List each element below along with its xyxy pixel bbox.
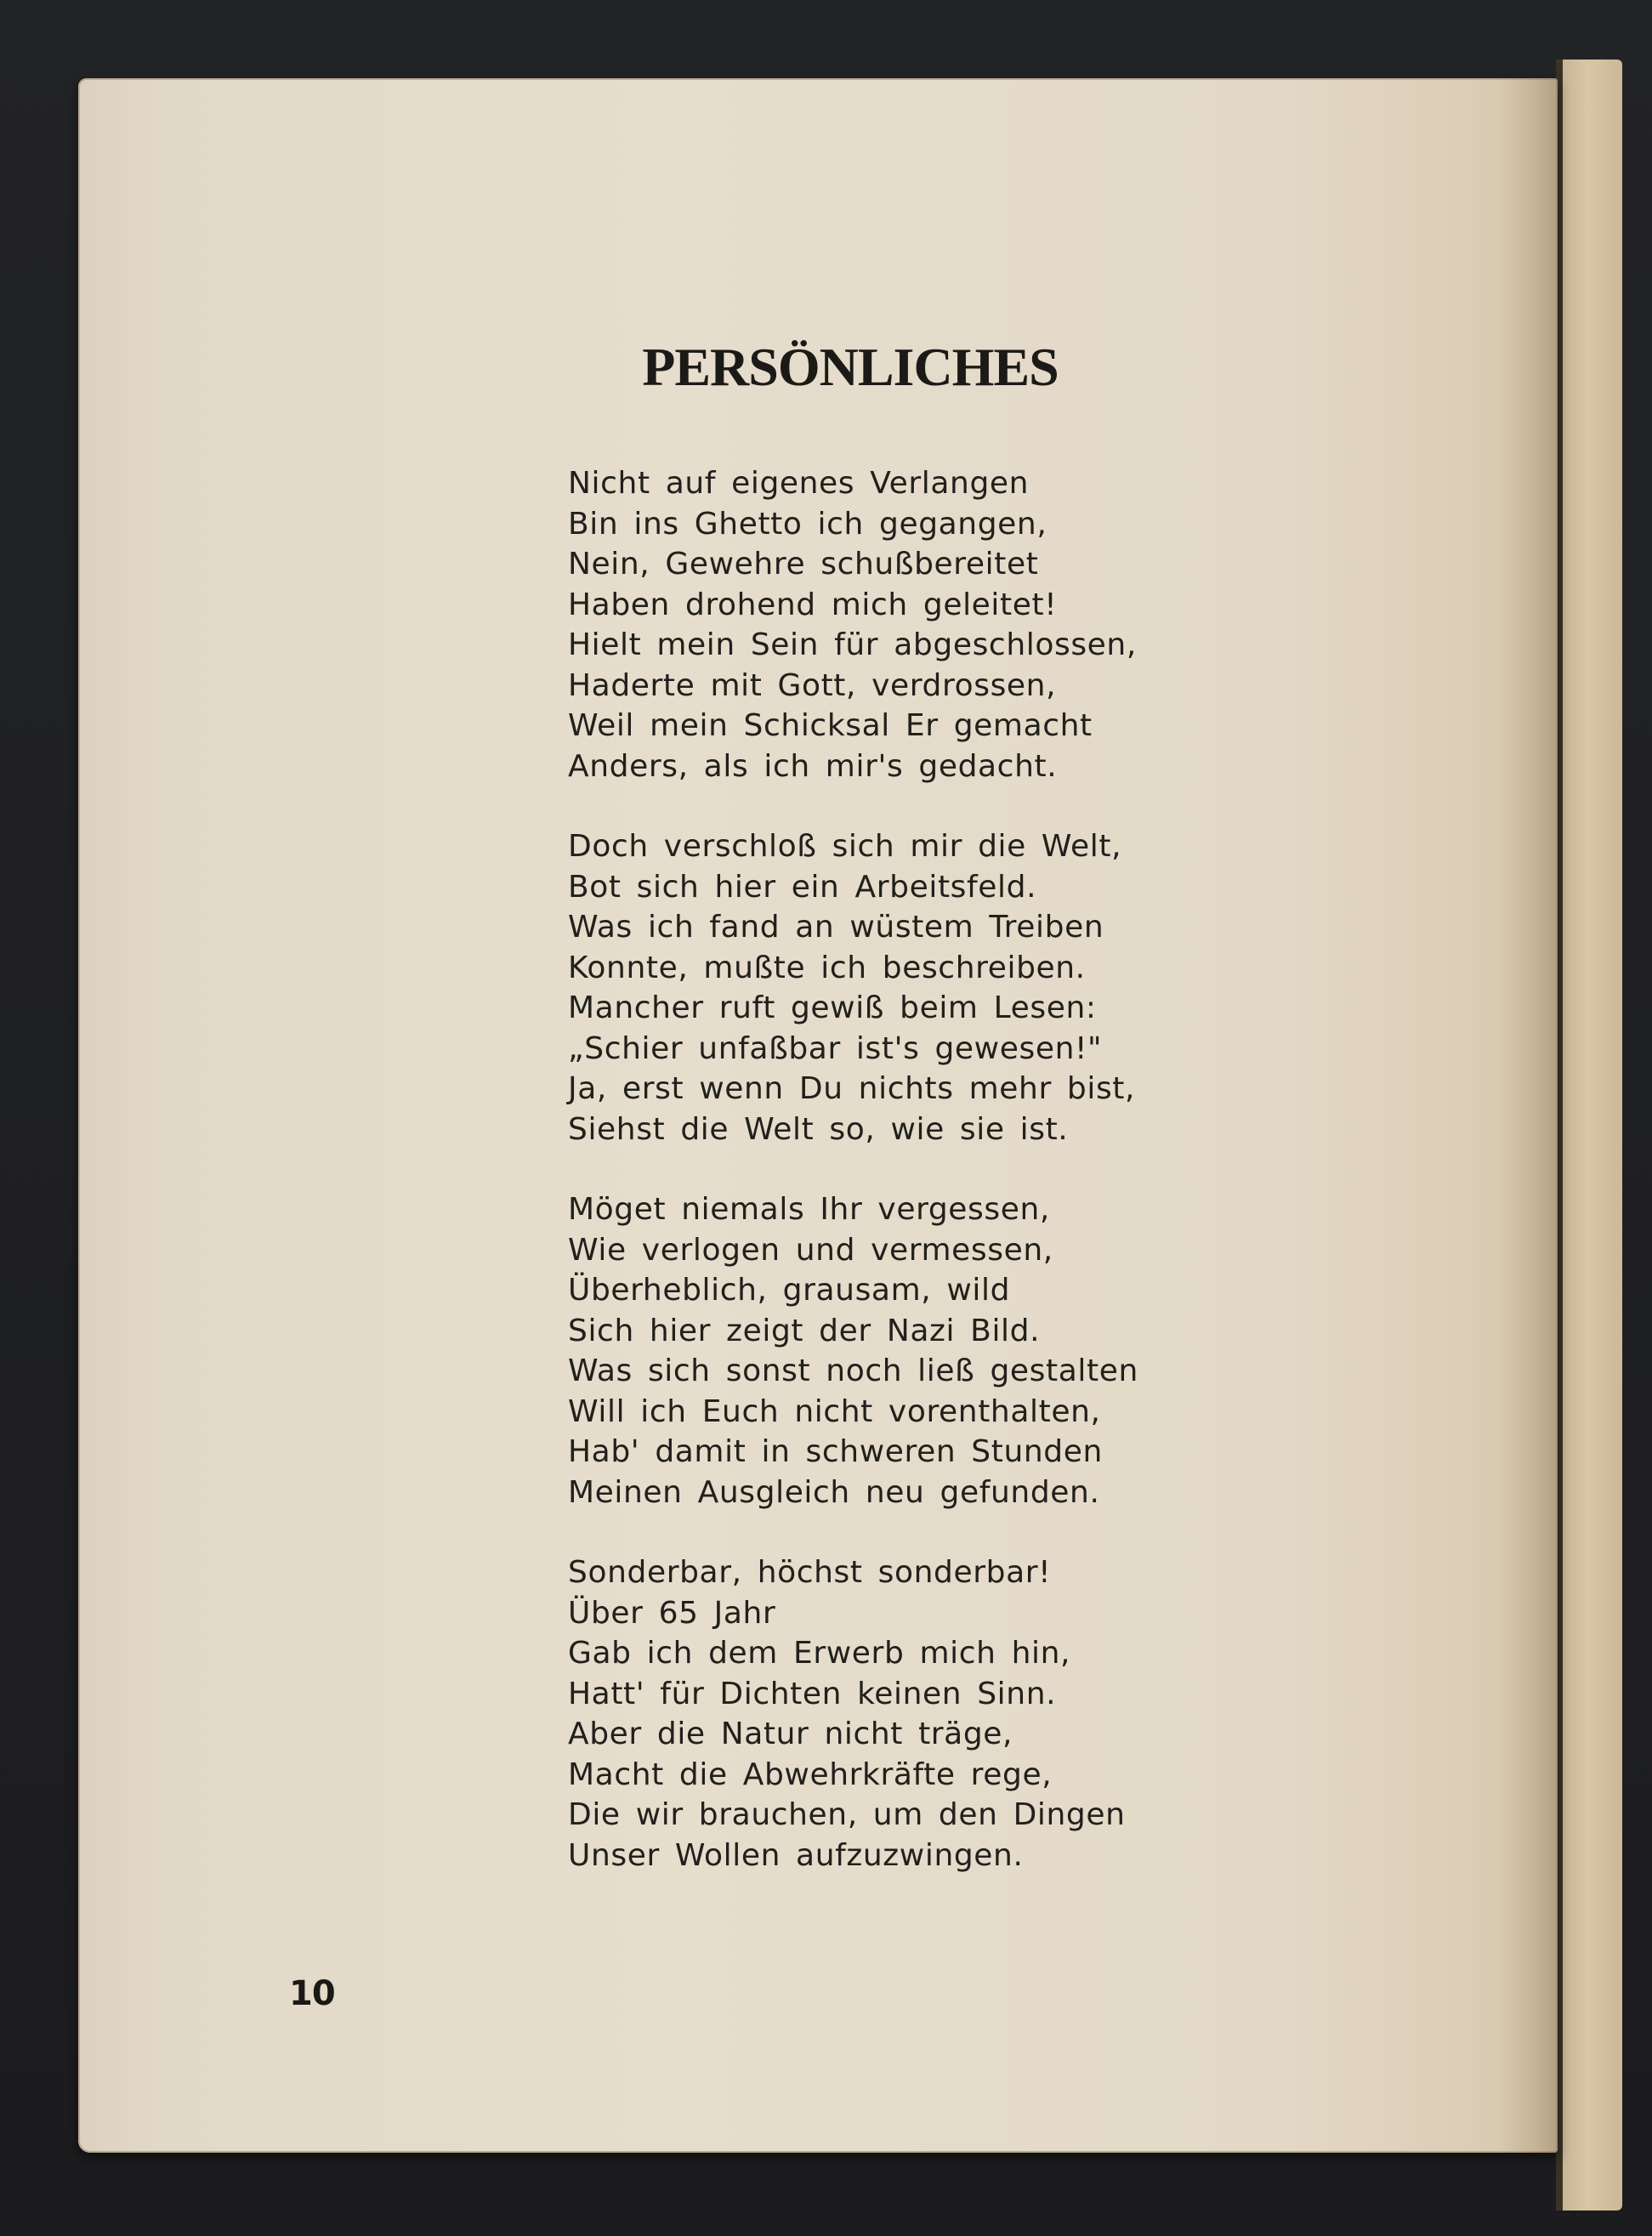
- poem-line: Ja, erst wenn Du nichts mehr bist,: [568, 1071, 1136, 1106]
- poem-body: [568, 463, 1214, 1915]
- poem-line: Will ich Euch nicht vorenthalten,: [568, 1393, 1101, 1429]
- stanza-3: [568, 1189, 1214, 1512]
- poem-line: Meinen Ausgleich neu gefunden.: [568, 1474, 1100, 1510]
- poem-line: Macht die Abwehrkräfte rege,: [568, 1756, 1053, 1792]
- poem-line: Anders, als ich mir's gedacht.: [568, 748, 1058, 784]
- poem-line: „Schier unfaßbar ist's gewesen!": [568, 1030, 1103, 1066]
- poem-line: Überheblich, grausam, wild: [568, 1273, 1011, 1308]
- page-number: 10: [289, 1974, 335, 2013]
- poem-line: Bot sich hier ein Arbeitsfeld.: [568, 869, 1037, 905]
- poem-line: Was sich sonst noch ließ gestalten: [568, 1354, 1138, 1388]
- poem-line: Was ich fand an wüstem Treiben: [568, 910, 1104, 945]
- poem-line: Sonderbar, höchst sonderbar!: [568, 1555, 1052, 1590]
- poem-line: Aber die Natur nicht träge,: [568, 1717, 1013, 1751]
- poem-line: Hab' damit in schweren Stunden: [568, 1434, 1103, 1469]
- poem-line: Siehst die Welt so, wie sie ist.: [568, 1111, 1069, 1147]
- poem-line: Unser Wollen aufzuzwingen.: [568, 1837, 1024, 1873]
- poem-line: Nein, Gewehre schußbereitet: [568, 547, 1039, 582]
- stanza-2: [568, 826, 1214, 1149]
- poem-line: Möget niemals Ihr vergessen,: [568, 1192, 1050, 1227]
- stanza-1: [568, 463, 1214, 786]
- poem-line: Weil mein Schicksal Er gemacht: [568, 708, 1093, 743]
- poem-line: Mancher ruft gewiß beim Lesen:: [568, 990, 1097, 1025]
- poem-line: Die wir brauchen, um den Dingen: [568, 1797, 1126, 1832]
- poem-line: Über 65 Jahr: [568, 1595, 776, 1631]
- poem-line: Gab ich dem Erwerb mich hin,: [568, 1636, 1071, 1671]
- poem-line: Hatt' für Dichten keinen Sinn.: [568, 1676, 1057, 1711]
- stanza-4: [568, 1552, 1214, 1876]
- poem-line: Konnte, mußte ich beschreiben.: [568, 950, 1086, 985]
- poem-line: Hielt mein Sein für abgeschlossen,: [568, 627, 1137, 662]
- poem-line: Bin ins Ghetto ich gegangen,: [568, 506, 1047, 542]
- poem-line: Sich hier zeigt der Nazi Bild.: [568, 1313, 1041, 1348]
- poem-line: Nicht auf eigenes Verlangen: [568, 466, 1030, 501]
- page-title: PERSÖNLICHES: [642, 337, 1059, 397]
- page-shadow: [1498, 78, 1558, 2153]
- poem-line: Haderte mit Gott, verdrossen,: [568, 667, 1057, 703]
- poem-line: Wie verlogen und vermessen,: [568, 1232, 1053, 1268]
- poem-line: Doch verschloß sich mir die Welt,: [568, 829, 1122, 864]
- poem-line: Haben drohend mich geleitet!: [568, 587, 1058, 622]
- facing-page-edge: [1563, 60, 1622, 2210]
